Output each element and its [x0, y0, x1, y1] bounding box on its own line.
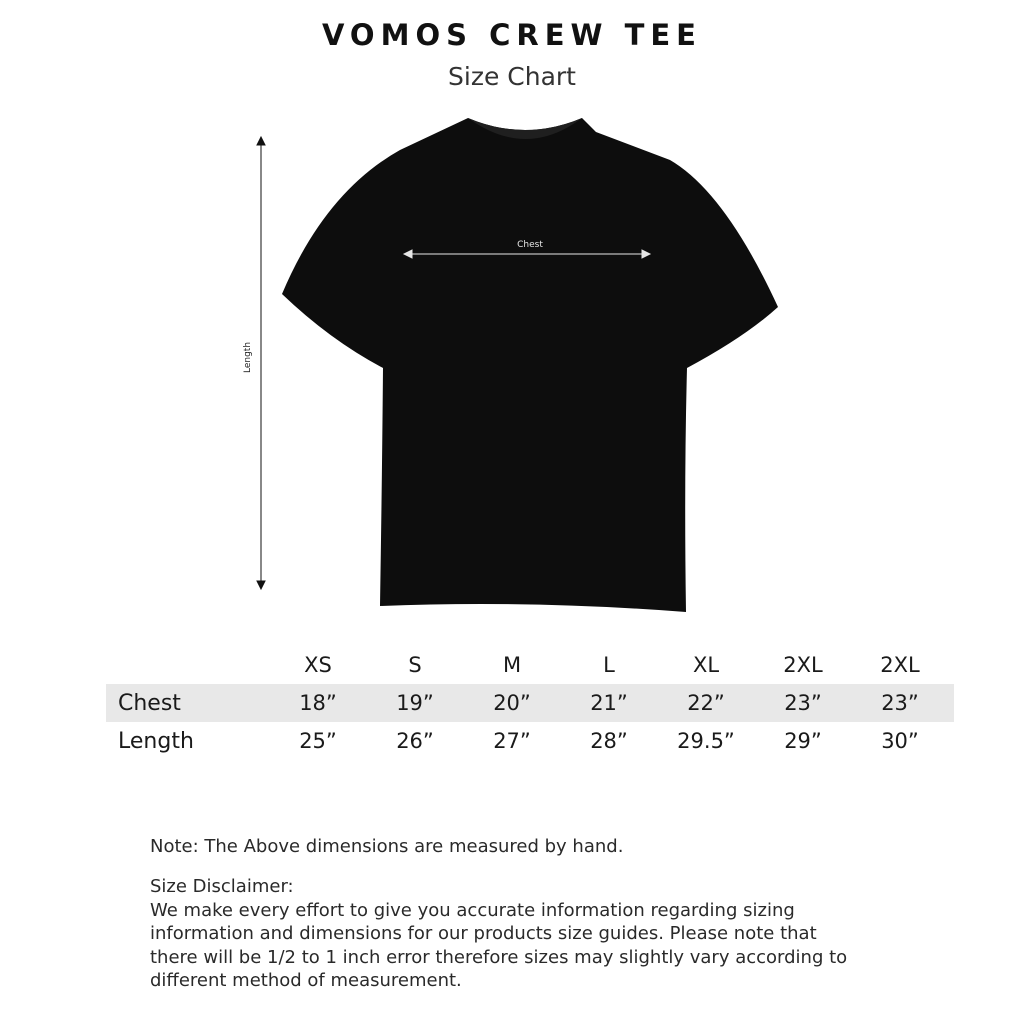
- table-cell: 23”: [881, 691, 919, 715]
- table-cell: 26”: [396, 729, 434, 753]
- disclaimer-line: different method of measurement.: [150, 970, 462, 991]
- length-label: Length: [243, 341, 253, 373]
- size-header: 2XL: [880, 653, 920, 677]
- tshirt-figure: [230, 112, 810, 622]
- disclaimer-line: there will be 1/2 to 1 inch error therefore sizes may slightly vary according to: [150, 946, 848, 968]
- table-cell: 19”: [396, 691, 434, 715]
- table-cell: 29.5”: [677, 729, 735, 753]
- table-cell: 28”: [590, 729, 628, 753]
- size-header-row: [106, 646, 954, 684]
- size-header: L: [603, 653, 615, 677]
- size-table: [106, 646, 954, 760]
- size-header: S: [408, 653, 422, 677]
- size-header: XS: [304, 653, 332, 677]
- size-header: XL: [692, 653, 720, 677]
- row-label-chest: Chest: [118, 691, 181, 716]
- measurement-note: Note: The Above dimensions are measured by hand.: [150, 836, 624, 857]
- disclaimer-line: We make every effort to give you accurate information regarding sizing: [150, 899, 795, 921]
- chest-row: [106, 684, 954, 722]
- disclaimer-line: information and dimensions for our products size guides. Please note that: [150, 923, 817, 944]
- table-cell: 25”: [299, 729, 337, 753]
- size-header: 2XL: [783, 653, 823, 677]
- length-row: [106, 722, 954, 760]
- disclaimer-title: Size Disclaimer:: [150, 876, 294, 897]
- chest-label: Chest: [517, 240, 543, 250]
- table-cell: 20”: [493, 691, 531, 715]
- table-cell: 21”: [590, 691, 628, 715]
- table-cell: 22”: [687, 691, 725, 715]
- table-cell: 23”: [784, 691, 822, 715]
- tshirt-shape: [282, 118, 778, 612]
- page-title: VOMOS CREW TEE: [322, 18, 702, 52]
- table-cell: 27”: [493, 729, 531, 753]
- size-disclaimer: [150, 875, 910, 993]
- page-subtitle: Size Chart: [448, 62, 576, 91]
- table-cell: 29”: [784, 729, 822, 753]
- row-label-length: Length: [118, 729, 194, 754]
- table-cell: 18”: [299, 691, 337, 715]
- table-cell: 30”: [881, 729, 919, 753]
- size-header: M: [502, 653, 522, 677]
- tshirt-illustration: [230, 112, 810, 622]
